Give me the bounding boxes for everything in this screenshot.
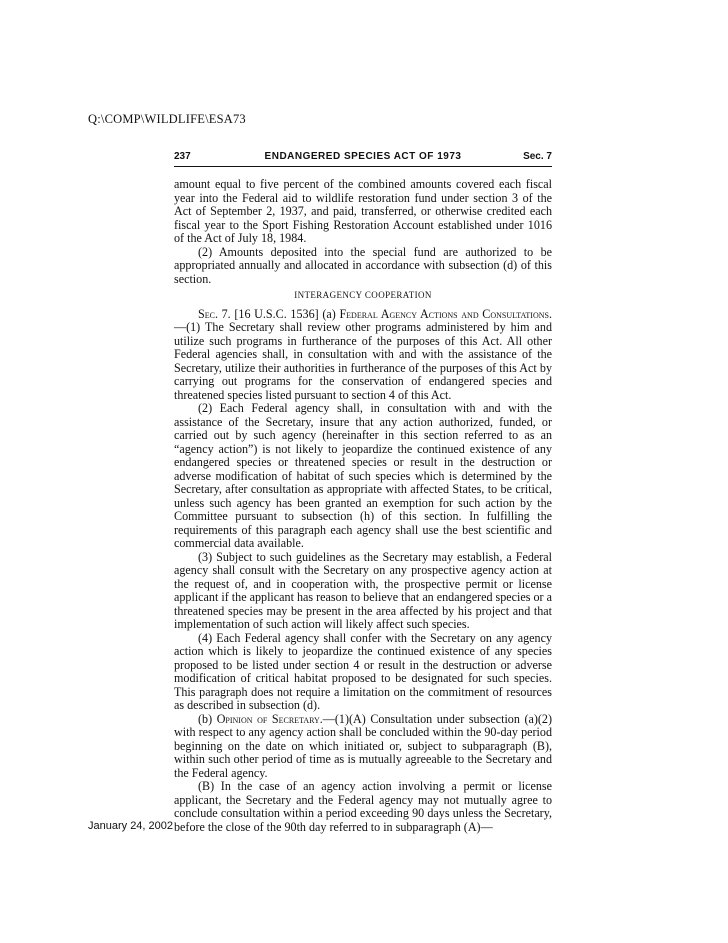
subsection-label-b: (b) [198,711,213,726]
usc-citation: [16 U.S.C. 1536] [234,306,319,321]
subsection-heading-a: Federal Agency Actions and Consultations. [339,306,552,321]
paragraph-b1 [174,713,552,781]
paragraph-b1-B: (B) In the case of an agency action involving a permit or license applicant, the Secretary and the Federal agency may not mutually agree to conclude consultation within a period exceeding 90 days unless the Secretary, before the close of the 90th day referred to in subparagraph (A)— [174,779,552,834]
section-caption: INTERAGENCY COOPERATION [294,290,432,300]
subsection-label-a: (a) [322,306,336,321]
header-page-number: 237 [174,151,191,162]
paragraph-special-fund: (2) Amounts deposited into the special fund are authorized to be appropriated annually and allocated in accordance with subsection (d) of this section. [174,244,552,286]
paragraph-a2: (2) Each Federal agency shall, in consultation with and with the assistance of the Secretary, insure that any action authorized, funded, or carried out by such agency (hereinafter in this section referred to as an “agency action”) is not likely to jeopardize the continued existence of any endangered species or threatened species or result in the destruction or adverse modification of habitat of such species which is determined by the Secretary, after consultation as appropriate with affected States, to be critical, unless such agency has been granted an exemption for such action by the Committee pursuant to subsection (h) of this section. In fulfilling the requirements of this paragraph each agency shall use the best scientific and commercial data available. [174,401,552,550]
b1-text: —(1)(A) Consultation under subsection (a)(2) with respect to any agency action shall be concluded within the 90-day period beginning on the date on which initiated or, subject to subparagraph (B), within such other period of time as is mutually agreeable to the Secretary and the Federal agency. [174,711,552,780]
sec7-a1-text: —(1) The Secretary shall review other programs administered by him and utilize such programs in furtherance of the purposes of this Act. All other Federal agencies shall, in consultation with and with the assistance of the Secretary, utilize their authorities in furtherance of the purposes of this Act by carrying out programs for the conservation of endangered species and threatened species listed pursuant to section 4 of this Act. [174,320,552,402]
file-path: Q:\COMP\WILDLIFE\ESA73 [88,112,246,126]
paragraph-a4: (4) Each Federal agency shall confer with the Secretary on any agency action which is likely to jeopardize the continued existence of any species proposed to be listed under section 4 or result in the destruction or adverse modification of critical habitat proposed to be designated for such species. This paragraph does not require a limitation on the commitment of resources as described in subsection (d). [174,630,552,712]
header-title: ENDANGERED SPECIES ACT OF 1973 [264,151,462,162]
footer-date: January 24, 2002 [88,820,174,832]
paragraph-continuation: amount equal to five percent of the combined amounts covered each fiscal year into the Federal aid to wildlife restoration fund under section 3 of the Act of September 2, 1937, and paid, transferred, or otherwise credited each fiscal year to the Sport Fishing Restoration Account established under 1016 of the Act of July 18, 1984. [174,177,552,245]
header-section: Sec. 7 [523,151,552,162]
section-label: Sec. 7. [198,306,231,321]
running-header [174,150,552,167]
paragraph-a3: (3) Subject to such guidelines as the Secretary may establish, a Federal agency shall consult with the Secretary on any prospective agency action at the request of, and in cooperation with, the prospective permit or license applicant if the applicant has reason to believe that an endangered species or a threatened species may be present in the area affected by his project and that implementation of such action will likely affect such species. [174,549,552,631]
document-body [174,178,552,834]
paragraph-sec7-a1 [174,308,552,403]
subsection-heading-b: Opinion of Secretary. [216,711,323,726]
